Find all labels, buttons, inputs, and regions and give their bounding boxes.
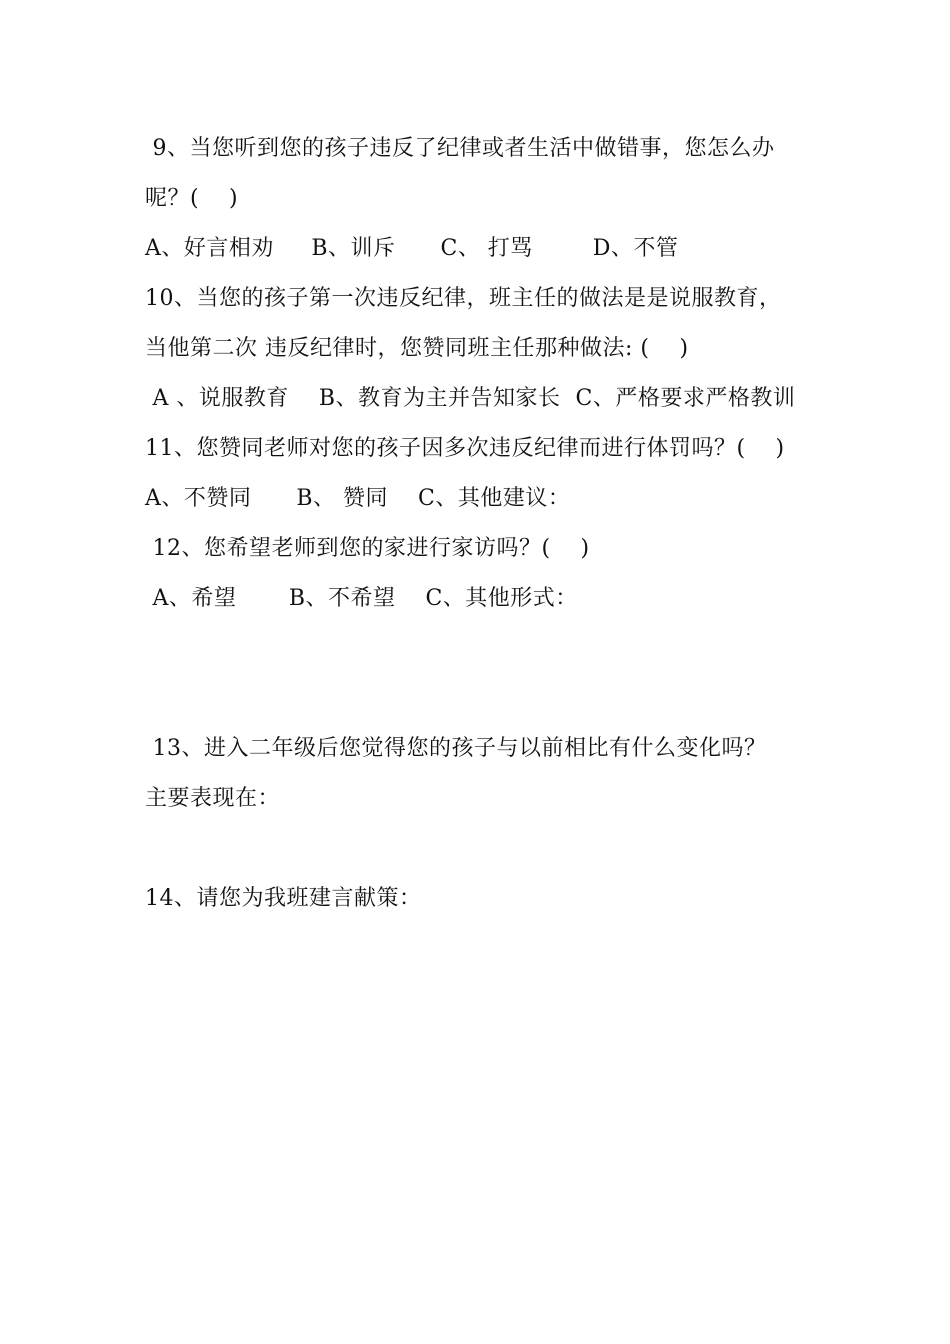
question-9-text-line-2: 呢？( ) bbox=[145, 186, 239, 211]
question-11-options: A、不赞同 B、 赞同 C、其他建议： bbox=[145, 486, 571, 511]
question-14-text: 14、请您为我班建言献策： bbox=[145, 886, 422, 911]
question-10-text-line-2: 当他第二次 违反纪律时，您赞同班主任那种做法: ( ) bbox=[145, 336, 689, 361]
question-10-text-line-1: 10、当您的孩子第一次违反纪律，班主任的做法是是说服教育， bbox=[145, 286, 782, 311]
question-9-options: A、好言相劝 B、训斥 C、 打骂 D、不管 bbox=[145, 236, 679, 261]
question-13-text-line-1: 13、进入二年级后您觉得您的孩子与以前相比有什么变化吗？ bbox=[145, 736, 767, 761]
question-10-options: A 、说服教育 B、教育为主并告知家长 C、严格要求严格教训 bbox=[145, 386, 796, 411]
question-11-text: 11、您赞同老师对您的孩子因多次违反纪律而进行体罚吗？( ) bbox=[145, 436, 785, 461]
question-12-text: 12、您希望老师到您的家进行家访吗？( ) bbox=[145, 536, 590, 561]
question-12-options: A、希望 B、不希望 C、其他形式： bbox=[145, 586, 578, 611]
question-9-text-line-1: 9、当您听到您的孩子违反了纪律或者生活中做错事，您怎么办 bbox=[145, 136, 775, 161]
question-13-text-line-2: 主要表现在： bbox=[145, 786, 281, 811]
